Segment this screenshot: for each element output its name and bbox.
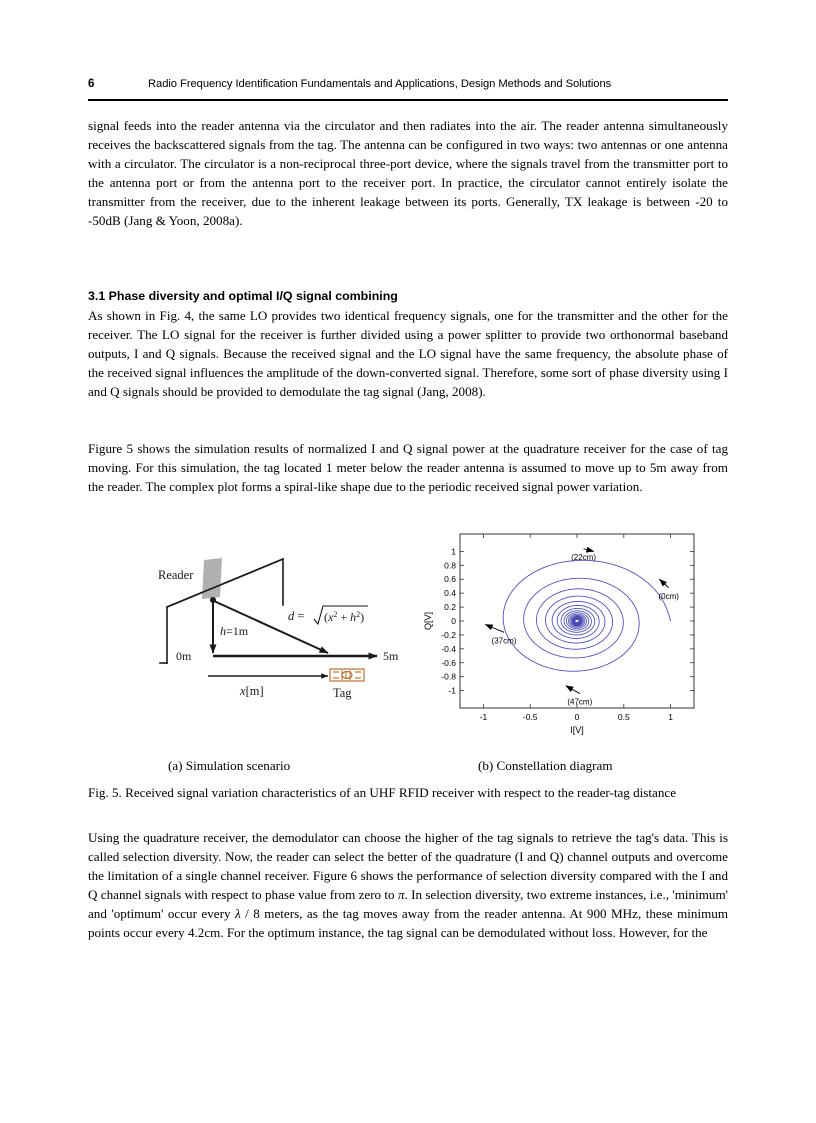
- reader-antenna-panel: [202, 558, 222, 599]
- body-paragraph-4-container: [88, 828, 728, 943]
- subcaption-b: (b) Constellation diagram: [478, 758, 613, 773]
- figure-subcaptions: [88, 758, 728, 778]
- svg-text:0: 0: [451, 616, 456, 626]
- svg-text:0.6: 0.6: [444, 574, 456, 585]
- body-paragraph-3-container: [88, 439, 728, 496]
- svg-text:0.4: 0.4: [444, 588, 456, 599]
- figure-5b-constellation-diagram: [418, 528, 718, 738]
- pi-symbol: π: [397, 887, 405, 903]
- plot-xlabel: I[V]: [570, 725, 584, 735]
- body-paragraph-1-container: [88, 116, 728, 231]
- svg-text:0.2: 0.2: [444, 602, 456, 613]
- header-page-number: 6: [88, 78, 95, 90]
- distance-formula: [288, 606, 368, 624]
- body-paragraph-2: As shown in Fig. 4, the same LO provides two identical frequency signals, one for the transmitter and the other for the receiver. The LO signal for the receiver is further divided using a power splitter to provide two orthonormal baseband outputs, I and Q signals. Because the received signal and the LO signal have the same frequency, the absolute phase of the received signal influences the amplitude of the down-converted signal. Therefore, some sort of phase diversity using I and Q signals should be provided to demodulate the tag signal (Jang, 2008).: [88, 308, 728, 400]
- tag-icon: [330, 669, 364, 681]
- svg-text:1: 1: [668, 712, 673, 722]
- body-paragraph-1: signal feeds into the reader antenna via the circulator and then radiates into the air. The reader antenna simultaneously receives the backscattered signals from the tag. The antenna can be configured in two ways: two antennas or one antenna with a circulator. The circulator is a non-reciprocal three-port device, where the signals travel from the transmitter port to the antenna port or from the antenna port to the receiver port. In practice, the circulator cannot entirely isolate the transmitter from the receiver, due to the inherent leakage between its ports. Generally, TX leakage is between -20 to -50dB (Jang & Yoon, 2008a).: [88, 118, 728, 229]
- subcaption-a: (a) Simulation scenario: [168, 758, 291, 773]
- reader-label: Reader: [158, 568, 194, 582]
- svg-text:0.5: 0.5: [617, 712, 630, 722]
- svg-text:-0.8: -0.8: [441, 671, 456, 682]
- tag-label: Tag: [333, 686, 352, 700]
- plot-ylabel: Q[V]: [423, 611, 433, 631]
- lambda-symbol: λ: [234, 906, 241, 922]
- svg-text:-0.4: -0.4: [441, 643, 456, 654]
- svg-text:(x2 + h2): ($x^2$ + $h^2$): [324, 610, 365, 624]
- body-paragraph-4-part2: . In selection diversity, two extreme instances, i.e., 'minimum' and 'optimum' occur every: [88, 887, 728, 922]
- plot-annotation-label: (0cm): [658, 591, 679, 601]
- end-label: 5m: [383, 649, 399, 663]
- svg-text:-1: -1: [448, 685, 456, 696]
- body-paragraph-4-part1: Using the quadrature receiver, the demodulator can choose the higher of the tag signals to retrieve the tag's data. This is called selection diversity. Now, the reader can select the better of the quadrature (I and Q) channel outputs and overcome the limitation of a single channel receiver. Figure 6 shows the performance of selection diversity compared with the I and Q channel signals with respect to phase value from zero to: [88, 830, 728, 903]
- svg-text:0.8: 0.8: [444, 560, 456, 571]
- plot-annotation-label: (22cm): [571, 552, 596, 562]
- header-title: Radio Frequency Identification Fundamentals and Applications, Design Methods and Solutions: [148, 78, 612, 90]
- plot-annotation-label: (47cm): [567, 697, 593, 707]
- antenna-support-bar: [167, 559, 283, 607]
- svg-text:-0.6: -0.6: [441, 657, 456, 668]
- header-divider: [88, 99, 728, 101]
- body-paragraph-4-part3: / 8 meters, as the tag moves away from the reader antenna. At 900 MHz, these minimum points occur every 4.2cm. For the optimum instance, the tag signal can be demodulated without loss. However, for the: [88, 906, 728, 941]
- svg-text:-0.5: -0.5: [522, 712, 538, 722]
- svg-text:0: 0: [574, 712, 580, 722]
- svg-text:1: 1: [451, 546, 456, 557]
- x-axis-label: x[m]: [240, 684, 264, 698]
- svg-text:-0.2: -0.2: [441, 629, 456, 640]
- plot-annotation-label: (37cm): [491, 636, 517, 646]
- origin-label: 0m: [176, 649, 192, 663]
- figure-5a-simulation-scenario: [140, 535, 420, 730]
- body-paragraph-3: Figure 5 shows the simulation results of normalized I and Q signal power at the quadrature receiver for the case of tag moving. For this simulation, the tag located 1 meter below the reader antenna is assumed to move up to 5m away from the reader. The complex plot forms a spiral-like shape due to the periodic received signal power variation.: [88, 441, 728, 495]
- height-label: h=1m: [220, 624, 249, 638]
- section-heading-3-1: 3.1 Phase diversity and optimal I/Q signal combining: [88, 289, 398, 303]
- body-paragraph-2-container: [88, 306, 728, 401]
- body-paragraph-4: [88, 828, 728, 943]
- svg-text:-1: -1: [479, 712, 488, 722]
- svg-text:d =: d =: [288, 609, 305, 623]
- figure-caption: Fig. 5. Received signal variation characteristics of an UHF RFID receiver with respect to the reader-tag distance: [88, 785, 677, 800]
